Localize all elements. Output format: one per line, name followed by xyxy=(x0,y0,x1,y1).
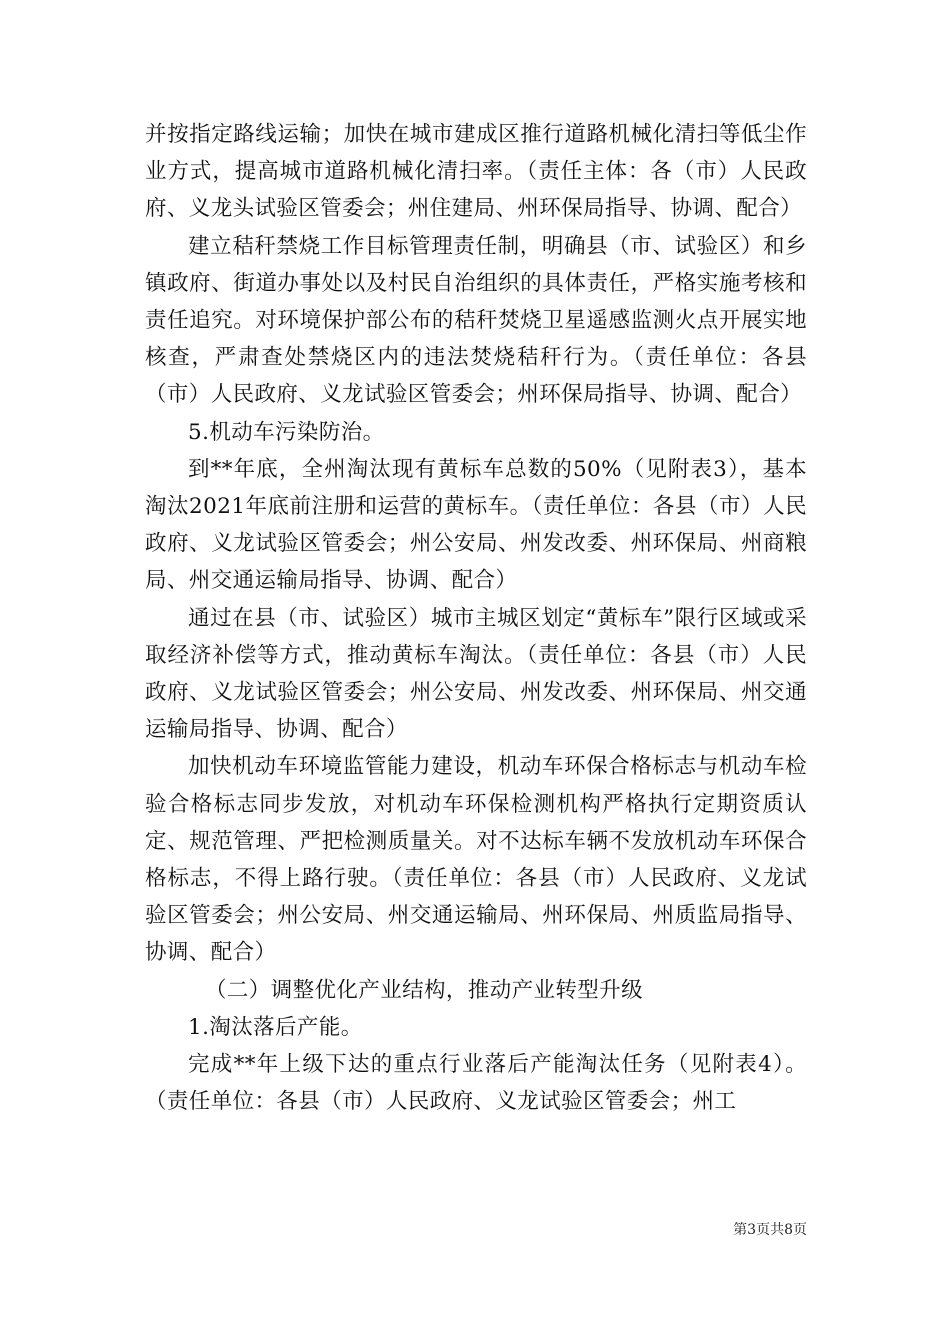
paragraph-yellow-label-target: 到**年底，全州淘汰现有黄标车总数的50%（见附表3），基本淘汰2021年底前注册和运营的黄标车。（责任单位：各县（市）人民政府、义龙试验区管委会；州公安局、州发改委、州环保局、州商粮局、州交通运输局指导、协调、配合） xyxy=(145,456,807,594)
paragraph-vehicle-supervision: 加快机动车环境监管能力建设，机动车环保合格标志与机动车检验合格标志同步发放，对机动车环保检测机构严格执行定期资质认定、规范管理、严把检测质量关。对不达标车辆不发放机动车环保合格标志，不得上路行驶。（责任单位：各县（市）人民政府、义龙试验区管委会；州公安局、州交通运输局、州环保局、州质监局指导、协调、配合） xyxy=(145,754,807,966)
paragraph-continued: 并按指定路线运输；加快在城市建成区推行道路机械化清扫等低尘作业方式，提高城市道路机械化清扫率。（责任主体：各（市）人民政府、义龙头试验区管委会；州住建局、州环保局指导、协调、配合） xyxy=(145,122,807,222)
page-number-footer: 第3页共8页 xyxy=(733,1222,807,1238)
section-heading-eliminate-capacity: 1.淘汰落后产能。 xyxy=(188,1014,363,1040)
document-body xyxy=(145,116,807,1120)
section-heading-industry-structure: （二）调整优化产业结构，推动产业转型升级 xyxy=(205,977,644,1003)
paragraph-restricted-zone: 通过在县（市、试验区）城市主城区划定“黄标车”限行区域或采取经济补偿等方式，推动黄标车淘汰。（责任单位：各县（市）人民政府、义龙试验区管委会；州公安局、州发改委、州环保局、州交通运输局指导、协调、配合） xyxy=(145,605,807,743)
section-heading-vehicle-pollution: 5.机动车污染防治。 xyxy=(188,419,385,445)
paragraph-straw-burning: 建立秸秆禁烧工作目标管理责任制，明确县（市、试验区）和乡镇政府、街道办事处以及村民自治组织的具体责任，严格实施考核和责任追究。对环境保护部公布的秸秆焚烧卫星遥感监测火点开展实地核查，严肃查处禁烧区内的违法焚烧秸秆行为。（责任单位：各县（市）人民政府、义龙试验区管委会；州环保局指导、协调、配合） xyxy=(145,233,807,408)
paragraph-capacity-task: 完成**年上级下达的重点行业落后产能淘汰任务（见附表4）。（责任单位：各县（市）人民政府、义龙试验区管委会；州工 xyxy=(145,1052,807,1115)
